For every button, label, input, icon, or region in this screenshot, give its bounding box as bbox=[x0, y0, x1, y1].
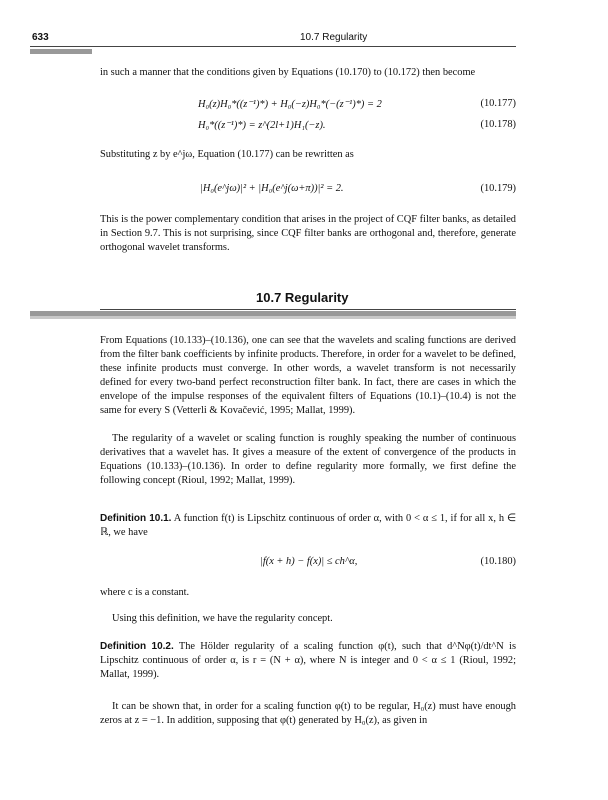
equation-number: (10.180) bbox=[480, 556, 516, 567]
where-c-text: where c is a constant. bbox=[100, 587, 190, 598]
equation-number: (10.179) bbox=[480, 183, 516, 194]
equation-10-178 bbox=[100, 119, 516, 133]
header-tab-bar bbox=[30, 49, 92, 54]
section-rule bbox=[100, 309, 516, 310]
definition-10-2 bbox=[100, 640, 516, 682]
definition-text: A function f(t) is Lipschitz continuous of order α, with 0 < α ≤ 1, if for all x, h ∈ ℝ, we have bbox=[100, 513, 516, 538]
regularity-paragraph-1: From Equations (10.133)–(10.136), one can see that the wavelets and scaling functions are derived from the filter bank coefficients by infinite products. Therefore, in order for a wavelet to be defined, these infinite products must converge. In other words, a wavelet transform is not necessarily defined for every two-band perfect reconstruction filter bank. In fact, there are cases in which the envelope of the impulse responses of the equivalent filters of Equations (10.1)–(10.4) is not the same for every S (Vetterli & Kovačević, 1995; Mallat, 1999). bbox=[100, 335, 516, 416]
intro-text: in such a manner that the conditions given by Equations (10.170) to (10.172) then become bbox=[100, 67, 476, 78]
last-paragraph: It can be shown that, in order for a scaling function φ(t) to be regular, H₀(z) must have enough zeros at z = −1. In addition, supposing that φ(t) generated by H₀(z), as given in bbox=[100, 701, 516, 726]
section-title: 10.7 Regularity bbox=[256, 290, 349, 305]
equation-math: |f(x + h) − f(x)| ≤ ch^α, bbox=[260, 556, 358, 567]
section-bar-light bbox=[30, 316, 516, 319]
substituting-text: Substituting z by e^jω, Equation (10.177) can be rewritten as bbox=[100, 149, 354, 160]
equation-math: H₀*((z⁻¹)*) = z^(2l+1)H₁(−z). bbox=[198, 120, 326, 131]
definition-text: The Hölder regularity of a scaling function φ(t), such that d^Nφ(t)/dt^N is Lipschitz continuous of order α, is r = (N + α), where N is integer and 0 < α ≤ 1 (Rioul, 1992; Mallat, 1999). bbox=[100, 641, 516, 680]
page-header bbox=[30, 32, 516, 46]
page-number: 633 bbox=[32, 32, 49, 43]
equation-number: (10.178) bbox=[480, 119, 516, 130]
equation-math: |H₀(e^jω)|² + |H₀(e^j(ω+π))|² = 2. bbox=[200, 183, 344, 194]
regularity-paragraph-2: The regularity of a wavelet or scaling function is roughly speaking the number of continuous derivatives that a wavelet has. It gives a measure of the extent of convergence of the products in Equations (10.133)–(10.136). In order to define regularity more formally, we first define the following concept (Rioul, 1992; Mallat, 1999). bbox=[100, 433, 516, 486]
cqf-paragraph: This is the power complementary condition that arises in the project of CQF filter banks, as detailed in Section 9.7. This is not surprising, since CQF filter banks are orthogonal and, therefore, generate orthogonal wavelet transforms. bbox=[100, 214, 516, 253]
definition-label: Definition 10.2. bbox=[100, 641, 174, 652]
definition-label: Definition 10.1. bbox=[100, 513, 172, 524]
equation-number: (10.177) bbox=[480, 98, 516, 109]
definition-10-1 bbox=[100, 512, 516, 540]
using-definition-text: Using this definition, we have the regularity concept. bbox=[112, 613, 333, 624]
equation-10-180 bbox=[100, 556, 516, 570]
running-head: 10.7 Regularity bbox=[300, 32, 368, 43]
equation-10-179 bbox=[100, 183, 516, 197]
header-rule bbox=[30, 46, 516, 47]
equation-10-177 bbox=[100, 98, 516, 112]
equation-math: H₀(z)H₀*((z⁻¹)*) + H₀(−z)H₀*(−(z⁻¹)*) = 2 bbox=[198, 99, 382, 110]
